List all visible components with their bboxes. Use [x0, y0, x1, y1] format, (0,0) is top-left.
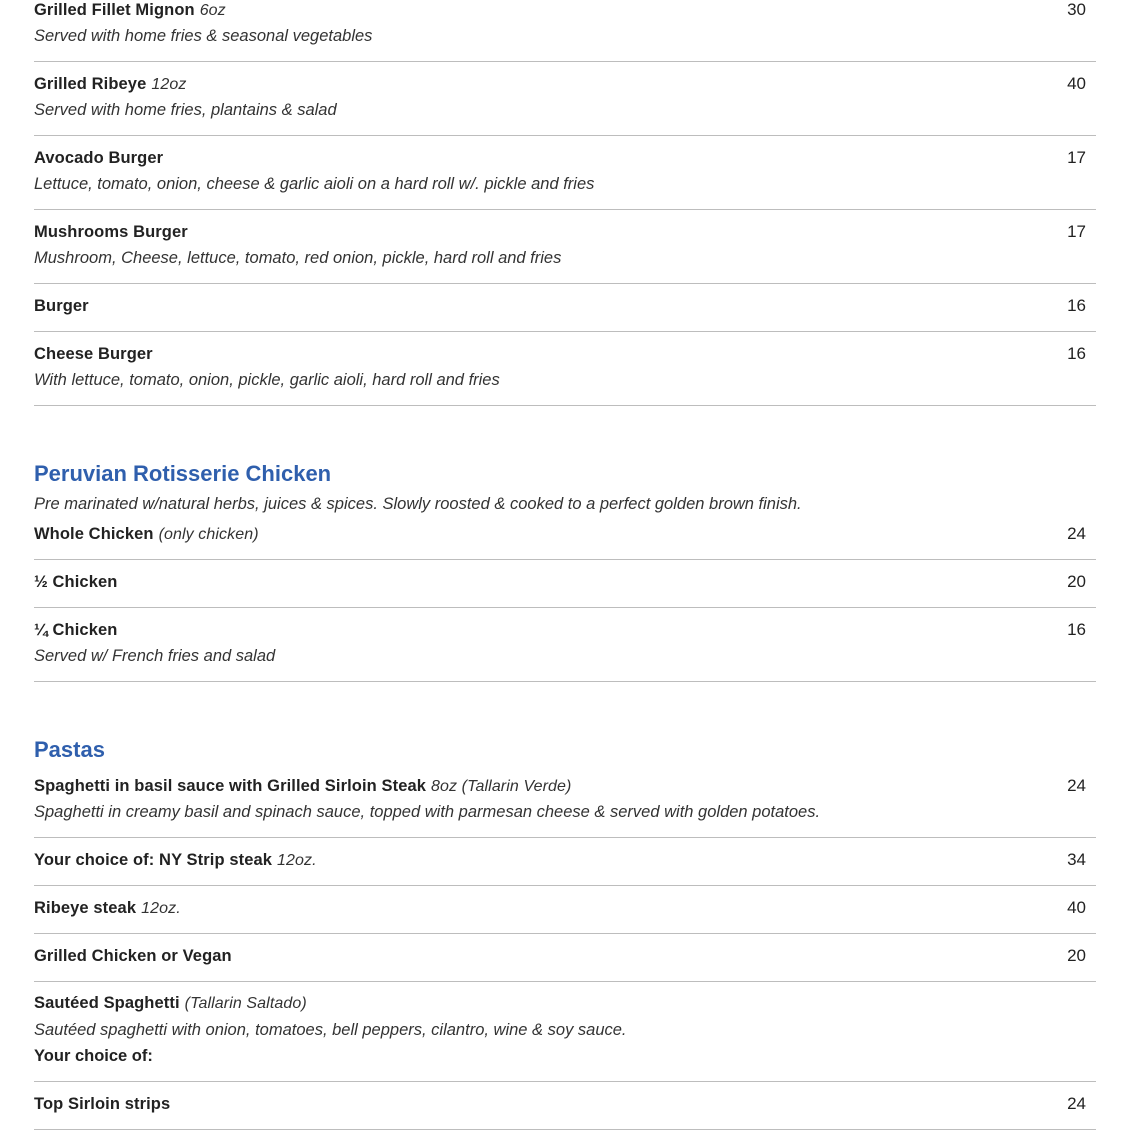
item-description: Spaghetti in creamy basil and spinach sauce, topped with parmesan cheese & served with golden potatoes. — [34, 803, 821, 821]
menu-item — [34, 886, 1096, 934]
item-price: 16 — [1067, 620, 1086, 639]
item-price: 16 — [1067, 296, 1086, 315]
menu-item — [34, 284, 1096, 332]
item-price: 17 — [1067, 222, 1086, 241]
pastas-section — [34, 732, 1096, 1130]
item-subheading: Your choice of: — [34, 1047, 153, 1065]
menu-item — [34, 982, 1096, 1082]
item-description: Lettuce, tomato, onion, cheese & garlic aioli on a hard roll w/. pickle and fries — [34, 175, 595, 193]
top-items-list — [34, 0, 1096, 406]
item-description: Sautéed spaghetti with onion, tomatoes, bell peppers, cilantro, wine & soy sauce. — [34, 1021, 627, 1039]
item-note: (Tallarin Saltado) — [184, 995, 307, 1012]
item-price: 30 — [1067, 0, 1086, 19]
item-note: 8oz (Tallarin Verde) — [431, 778, 572, 795]
item-note: 6oz — [199, 2, 226, 19]
item-name: Mushrooms Burger — [34, 223, 188, 241]
item-description: Served with home fries, plantains & salad — [34, 101, 337, 119]
chicken-section — [34, 456, 1096, 682]
item-price: 40 — [1067, 898, 1086, 917]
menu-item — [34, 0, 1096, 62]
item-price: 24 — [1067, 776, 1086, 795]
menu-item — [34, 210, 1096, 284]
menu-item — [34, 1082, 1096, 1130]
item-name: Sautéed Spaghetti (Tallarin Saltado) — [34, 994, 307, 1012]
item-name: Whole Chicken (only chicken) — [34, 525, 259, 543]
item-description: Served with home fries & seasonal vegetables — [34, 27, 373, 45]
item-price: 24 — [1067, 1094, 1086, 1113]
item-name: Your choice of: NY Strip steak 12oz. — [34, 851, 317, 869]
item-note: 12oz — [151, 76, 187, 93]
menu-item — [34, 332, 1096, 406]
item-price: 20 — [1067, 946, 1086, 965]
item-description: Served w/ French fries and salad — [34, 647, 276, 665]
item-name: ½ Chicken — [34, 573, 118, 591]
item-name: Grilled Fillet Mignon 6oz — [34, 1, 226, 19]
item-price: 17 — [1067, 148, 1086, 167]
menu-item — [34, 934, 1096, 982]
item-name: Grilled Ribeye 12oz — [34, 75, 187, 93]
item-description: Mushroom, Cheese, lettuce, tomato, red onion, pickle, hard roll and fries — [34, 249, 562, 267]
item-note: 12oz. — [277, 852, 317, 869]
menu-item — [34, 560, 1096, 608]
menu-item — [34, 764, 1096, 838]
item-price: 24 — [1067, 524, 1086, 543]
item-price: 34 — [1067, 850, 1086, 869]
menu-item — [34, 608, 1096, 682]
menu-item — [34, 136, 1096, 210]
menu-item — [34, 838, 1096, 886]
section-intro: Pre marinated w/natural herbs, juices & spices. Slowly roosted & cooked to a perfect golden brown finish. — [34, 495, 802, 513]
section-title: Peruvian Rotisserie Chicken — [34, 461, 332, 486]
item-price: 16 — [1067, 344, 1086, 363]
item-name: Cheese Burger — [34, 345, 153, 363]
item-note: 12oz. — [141, 900, 181, 917]
item-name: Spaghetti in basil sauce with Grilled Sirloin Steak 8oz (Tallarin Verde) — [34, 777, 572, 795]
item-name: Avocado Burger — [34, 149, 164, 167]
item-description: With lettuce, tomato, onion, pickle, garlic aioli, hard roll and fries — [34, 371, 500, 389]
menu-item — [34, 514, 1096, 560]
item-name: Burger — [34, 297, 89, 315]
section-title: Pastas — [34, 737, 105, 762]
item-name: Top Sirloin strips — [34, 1095, 171, 1113]
menu-page — [34, 0, 1096, 1130]
item-price: 40 — [1067, 74, 1086, 93]
item-note: (only chicken) — [158, 526, 259, 543]
item-name: Ribeye steak 12oz. — [34, 899, 181, 917]
item-price: 20 — [1067, 572, 1086, 591]
menu-item — [34, 62, 1096, 136]
item-name: Grilled Chicken or Vegan — [34, 947, 232, 965]
item-name: ¼ Chicken — [34, 621, 118, 639]
